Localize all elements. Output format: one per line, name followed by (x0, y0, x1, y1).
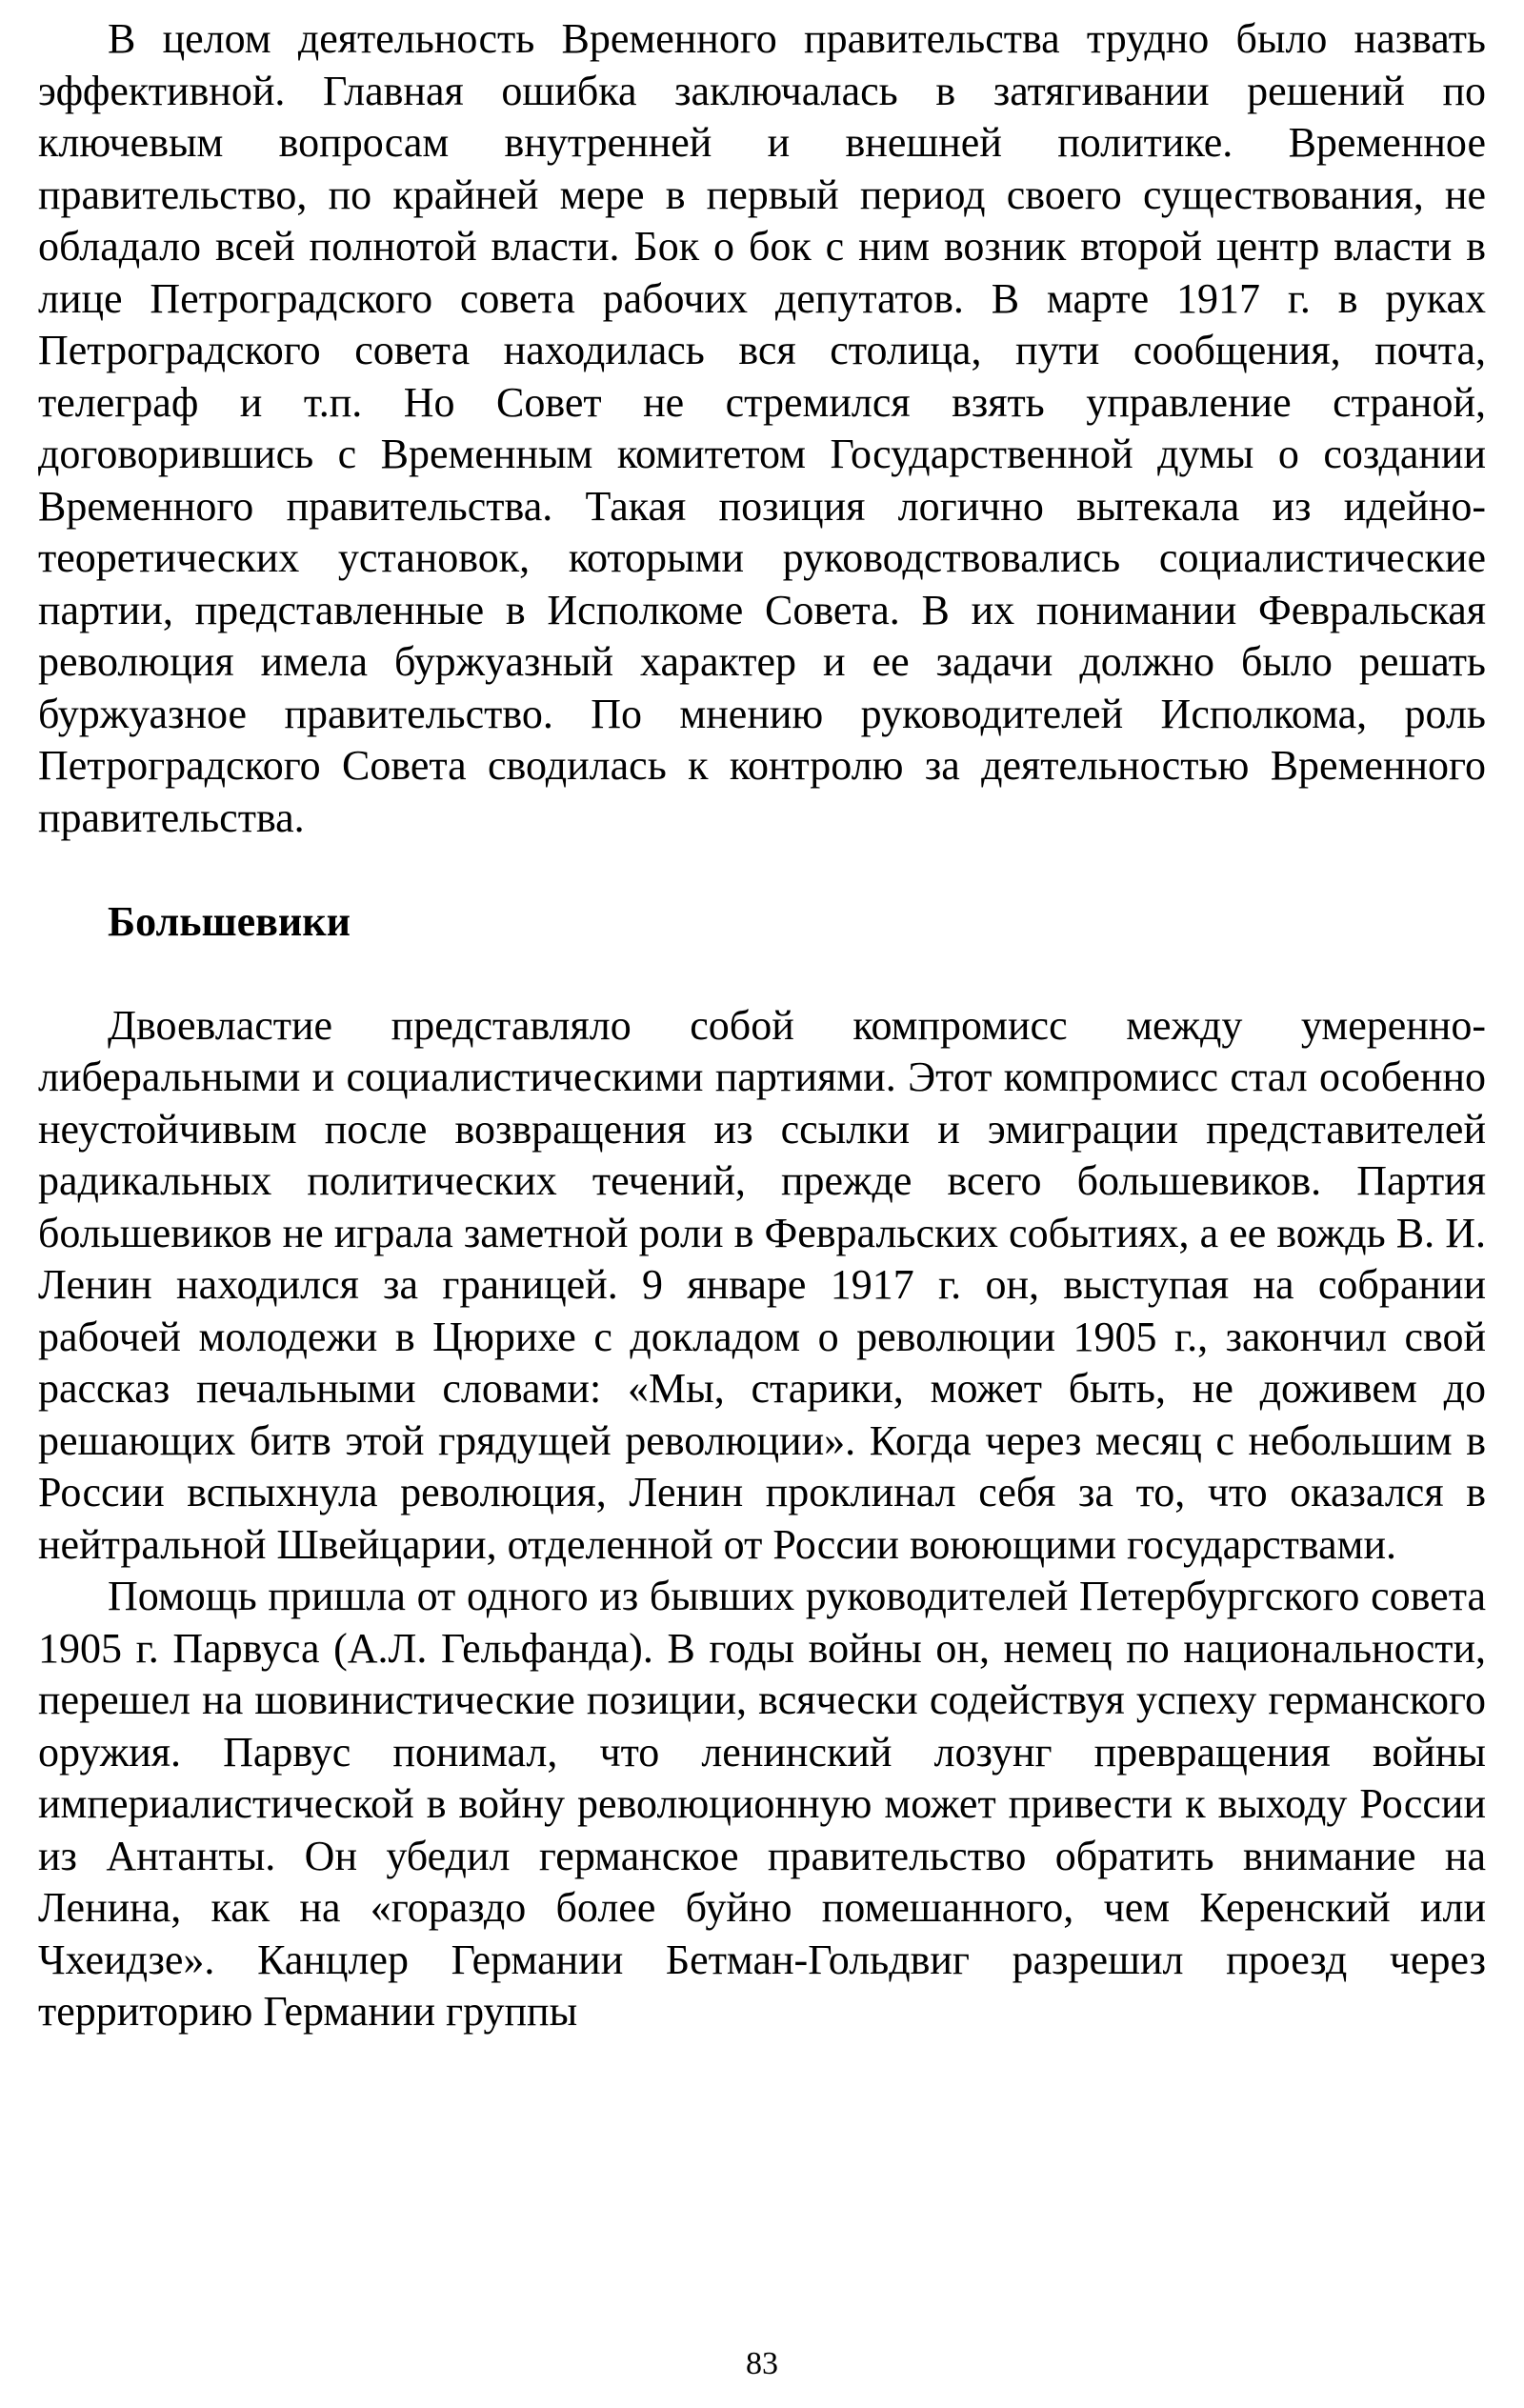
page-number: 83 (746, 2346, 778, 2381)
section-heading: Большевики (108, 897, 351, 945)
paragraph-dual-power: Двоевластие представляло собой компромисс между умеренно-либеральными и социалистическими партиями. Этот компромисс стал особенно неустойчивым после возвращения из ссылки и эмиграции представителей радикальных политических течений, прежде всего большевиков. Партия большевиков не играла заметной роли в Февральских событиях, а ее вождь В. И. Ленин находился за границей. 9 январе 1917 г. он, выступая на собрании рабочей молодежи в Цюрихе с докладом о революции 1905 г., закончил свой рассказ печальными словами: «Мы, старики, может быть, не доживем до решающих битв этой грядущей революции». Когда через месяц с небольшим в России вспыхнула революция, Ленин проклинал себя за то, что оказался в нейтральной Швейцарии, отделенной от России воюющими государствами. (38, 1001, 1486, 1568)
paragraph-provisional-government: В целом деятельность Временного правительства трудно было назвать эффективной. Главная ошибка заключалась в затягивании решений по ключевым вопросам внутренней и внешней политике. Временное правительство, по крайней мере в первый период своего существования, не обладало всей полнотой власти. Бок о бок с ним возник второй центр власти в лице Петроградского совета рабочих депутатов. В марте 1917 г. в руках Петроградского совета находилась вся столица, пути сообщения, почта, телеграф и т.п. Но Совет не стремился взять управление страной, договорившись с Временным комитетом Государственной думы о создании Временного правительства. Такая позиция логично вытекала из идейно-теоретических установок, которыми руководствовались социалистические партии, представленные в Исполкоме Совета. В их понимании Февральская революция имела буржуазный характер и ее задачи должно было решать буржуазное правительство. По мнению руководителей Исполкома, роль Петроградского Совета сводилась к контролю за деятельностью Временного правительства. (38, 15, 1486, 841)
paragraph-parvus: Помощь пришла от одного из бывших руководителей Петербургского совета 1905 г. Парвуса (А.Л. Гельфанда). В годы войны он, немец по национальности, перешел на шовинистические позиции, всячески содействуя успеху германского оружия. Парвус понимал, что ленинский лозунг превращения войны империалистической в войну революционную может привести к выходу России из Антанты. Он убедил германское правительство обратить внимание на Ленина, как на «гораздо более буйно помешанного, чем Керенский или Чхеидзе». Канцлер Германии Бетман-Гольдвиг разрешил проезд через территорию Германии группы (38, 1573, 1486, 2035)
body-text (38, 13, 1486, 2038)
